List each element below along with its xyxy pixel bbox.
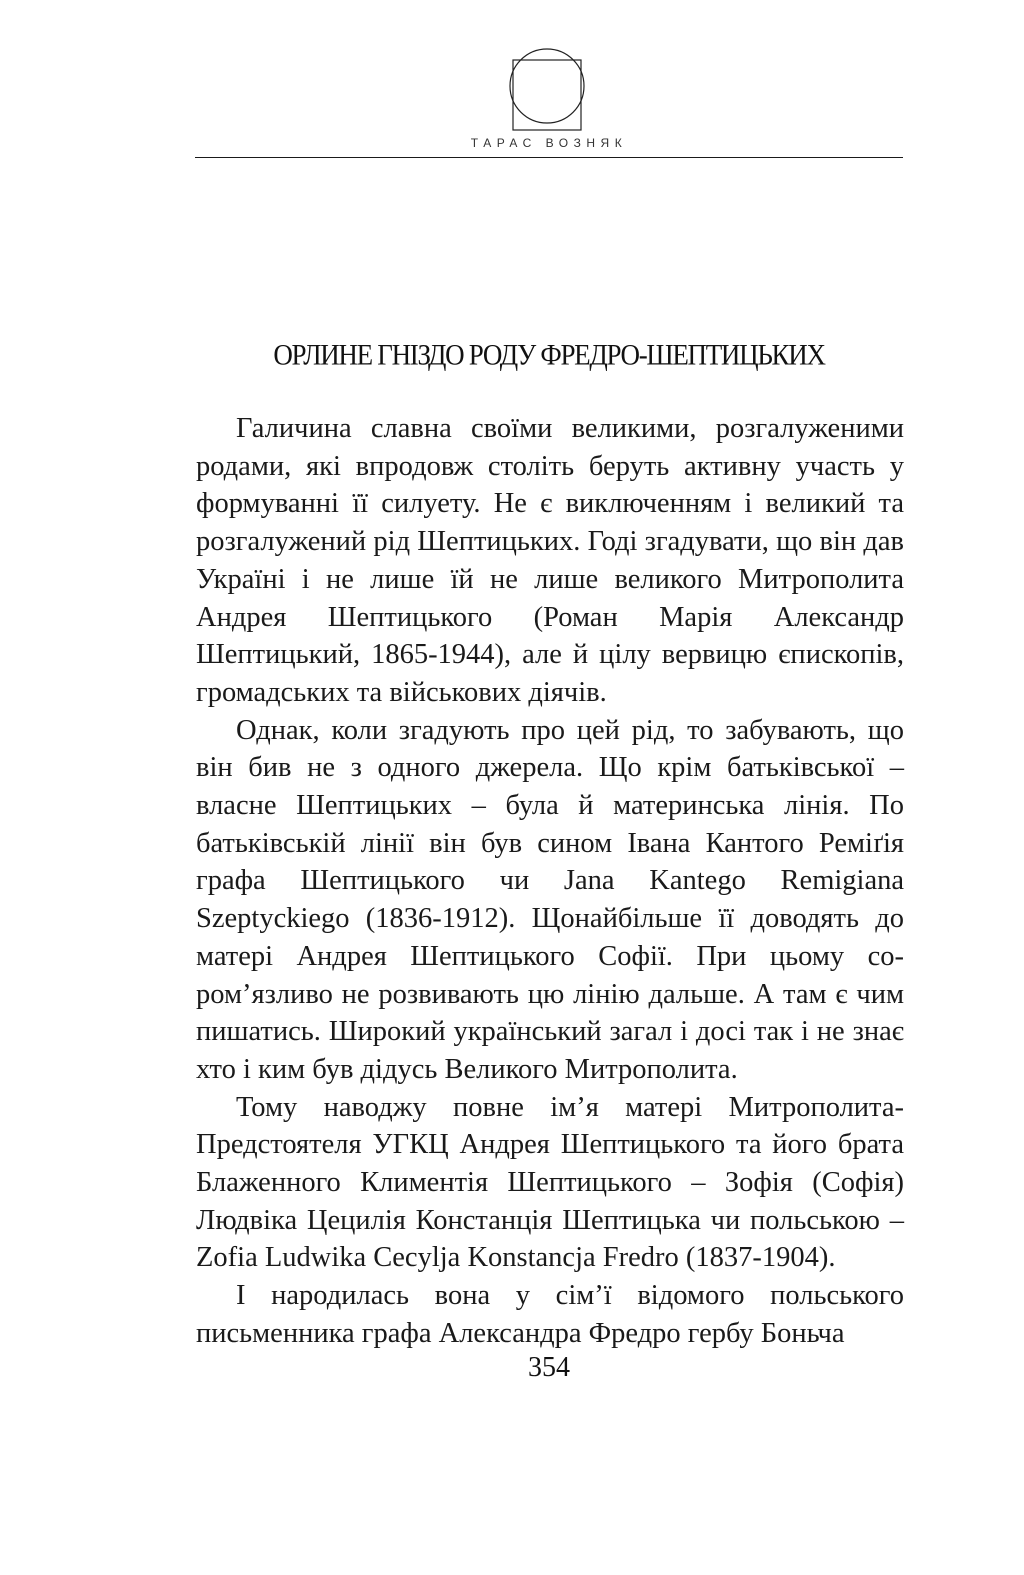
paragraph: Галичина славна своїми великими, розгалуженими родами, які впродовж століть беруть активну участь у формуванні її силуету. Не є виключенням і великий та розгалужений рід Шептицьких. Годі згадувати, що він дав Україні і не лише їй не лише великого Митрополита Андрея Шептицького (Роман Марія Александр Шептицький, 1865-1944), але й цілу вервицю єпископів, громадських та військових діячів. (196, 413, 904, 708)
header-rule (195, 157, 903, 158)
paragraph: Однак, коли згадують про цей рід, то забувають, що він бив не з одного джерела. Що крім батьківської – власне Шептицьких – була й материнська лінія. По батьківській лінії він був сином Івана Кантого Реміґія графа Шептицького чи Jana Kantego Remigiana Szeptyckiego (1836-1912). Щонайбільше її доводять до матері Андрея Шептицького Софії. При цьому сором’язливо не розвивають цю лінію дальше. А там є чим пишатись. Широкий український загал і досі так і не знає хто і ким був дідусь Великого Митрополита. (196, 714, 904, 1085)
paragraph: І народилась вона у сім’ї відомого польського письменника графа Александра Фредро гербу Боньча (196, 1280, 904, 1349)
running-head: ТАРАС ВОЗНЯК (470, 136, 628, 150)
paragraph: Тому наводжу повне ім’я матері Митрополита-Предстоятеля УГКЦ Андрея Шептицького та його брата Блаженного Климентія Шептицького – Зофія (Софія) Людвіка Цецилія Констанція Шептицька чи польською – Zofia Ludwika Cecylja Konstancja Fredro (1837-1904). (196, 1091, 904, 1274)
body-text (196, 410, 904, 1353)
page-number: 354 (528, 1352, 570, 1383)
chapter-title: ОРЛИНЕ ГНІЗДО РОДУ ФРЕДРО-ШЕПТИЦЬКИХ (273, 338, 825, 372)
circle-square-emblem-icon (509, 45, 585, 131)
